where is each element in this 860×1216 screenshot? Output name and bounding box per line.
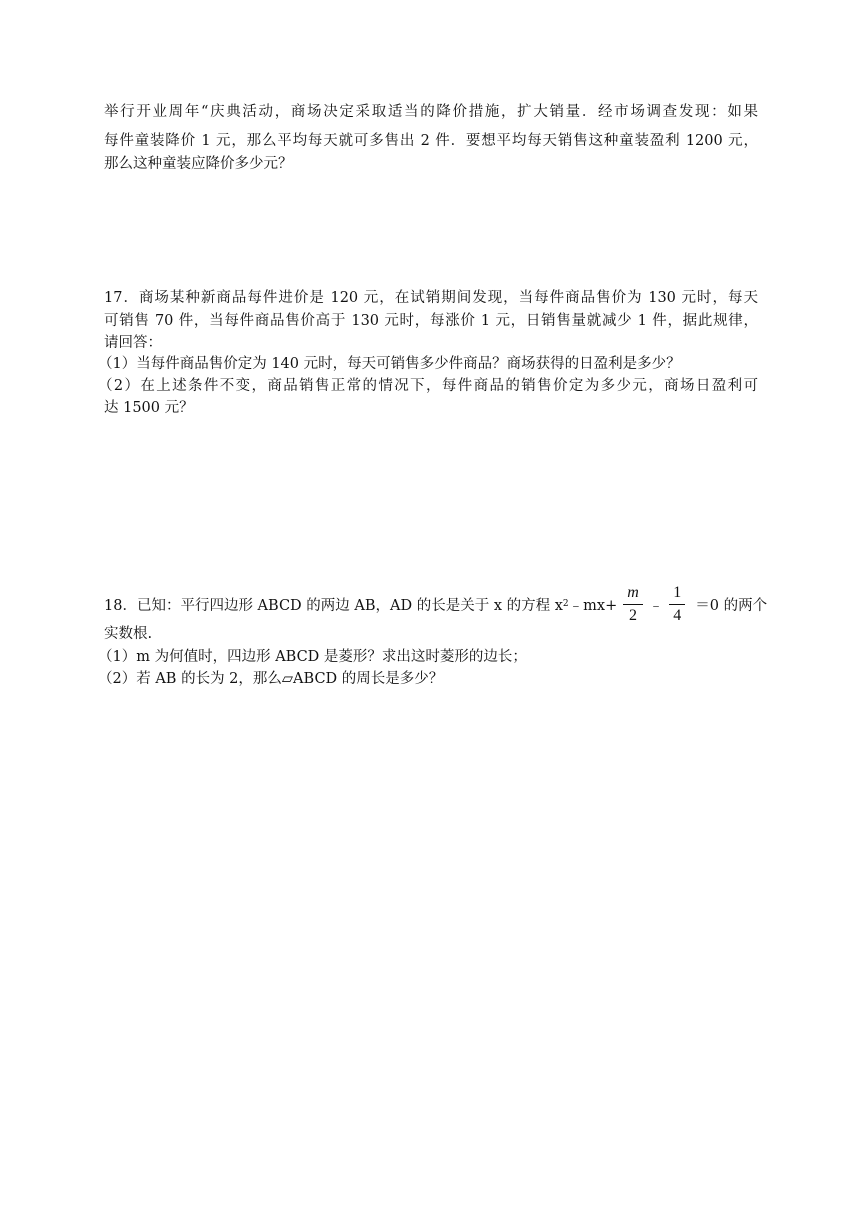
fraction-m-over-2 bbox=[623, 582, 643, 627]
problem16-line1: 举行开业周年“庆典活动，商场决定采取适当的降价措施，扩大销量．经市场调查发现：如果 bbox=[104, 104, 758, 120]
problem18-line2: 实数根. bbox=[104, 626, 153, 642]
problem18-question2: （2）若 AB 的长为 2，那么▱ABCD 的周长是多少？ bbox=[98, 671, 444, 687]
problem16-line2: 每件童装降价 1 元，那么平均每天就可多售出 2 件．要想平均每天销售这种童装盈利 1200 元， bbox=[104, 133, 758, 149]
fraction-denominator: 4 bbox=[673, 607, 682, 624]
fraction-numerator: m bbox=[623, 582, 643, 605]
equation-tail: ＝0 的两个 bbox=[695, 598, 768, 614]
problem17-question2-line1: （2）在上述条件不变，商品销售正常的情况下，每件商品的销售价定为多少元，商场日盈利可 bbox=[98, 378, 758, 394]
fraction-numerator: 1 bbox=[669, 582, 685, 605]
problem17-line2: 可销售 70 件，当每件商品售价高于 130 元时，每涨价 1 元，日销售量就减少 1 件，据此规律， bbox=[104, 313, 758, 329]
fraction-denominator: 2 bbox=[629, 607, 638, 624]
problem17-line3: 请回答： bbox=[104, 335, 162, 351]
equation-mid: ﹣mx+ bbox=[568, 598, 618, 614]
problem18-equation-line bbox=[104, 582, 768, 627]
problem17-question2-line2: 达 1500 元？ bbox=[104, 400, 194, 416]
problem18-question1: （1）m 为何值时，四边形 ABCD 是菱形？求出这时菱形的边长； bbox=[98, 649, 527, 665]
problem17-line1: 17．商场某种新商品每件进价是 120 元，在试销期间发现，当每件商品售价为 130 元时，每天 bbox=[104, 290, 758, 306]
problem18-lead: 18．已知：平行四边形 ABCD 的两边 AB，AD 的长是关于 x 的方程 x bbox=[104, 598, 563, 614]
exponent-2: 2 bbox=[562, 598, 569, 609]
problem16-line3: 那么这种童装应降价多少元？ bbox=[104, 156, 293, 172]
fraction-1-over-4 bbox=[669, 582, 685, 627]
equation-minus: ﹣ bbox=[648, 598, 664, 614]
problem17-question1: （1）当每件商品售价定为 140 元时，每天可销售多少件商品？商场获得的日盈利是多少？ bbox=[98, 356, 681, 372]
